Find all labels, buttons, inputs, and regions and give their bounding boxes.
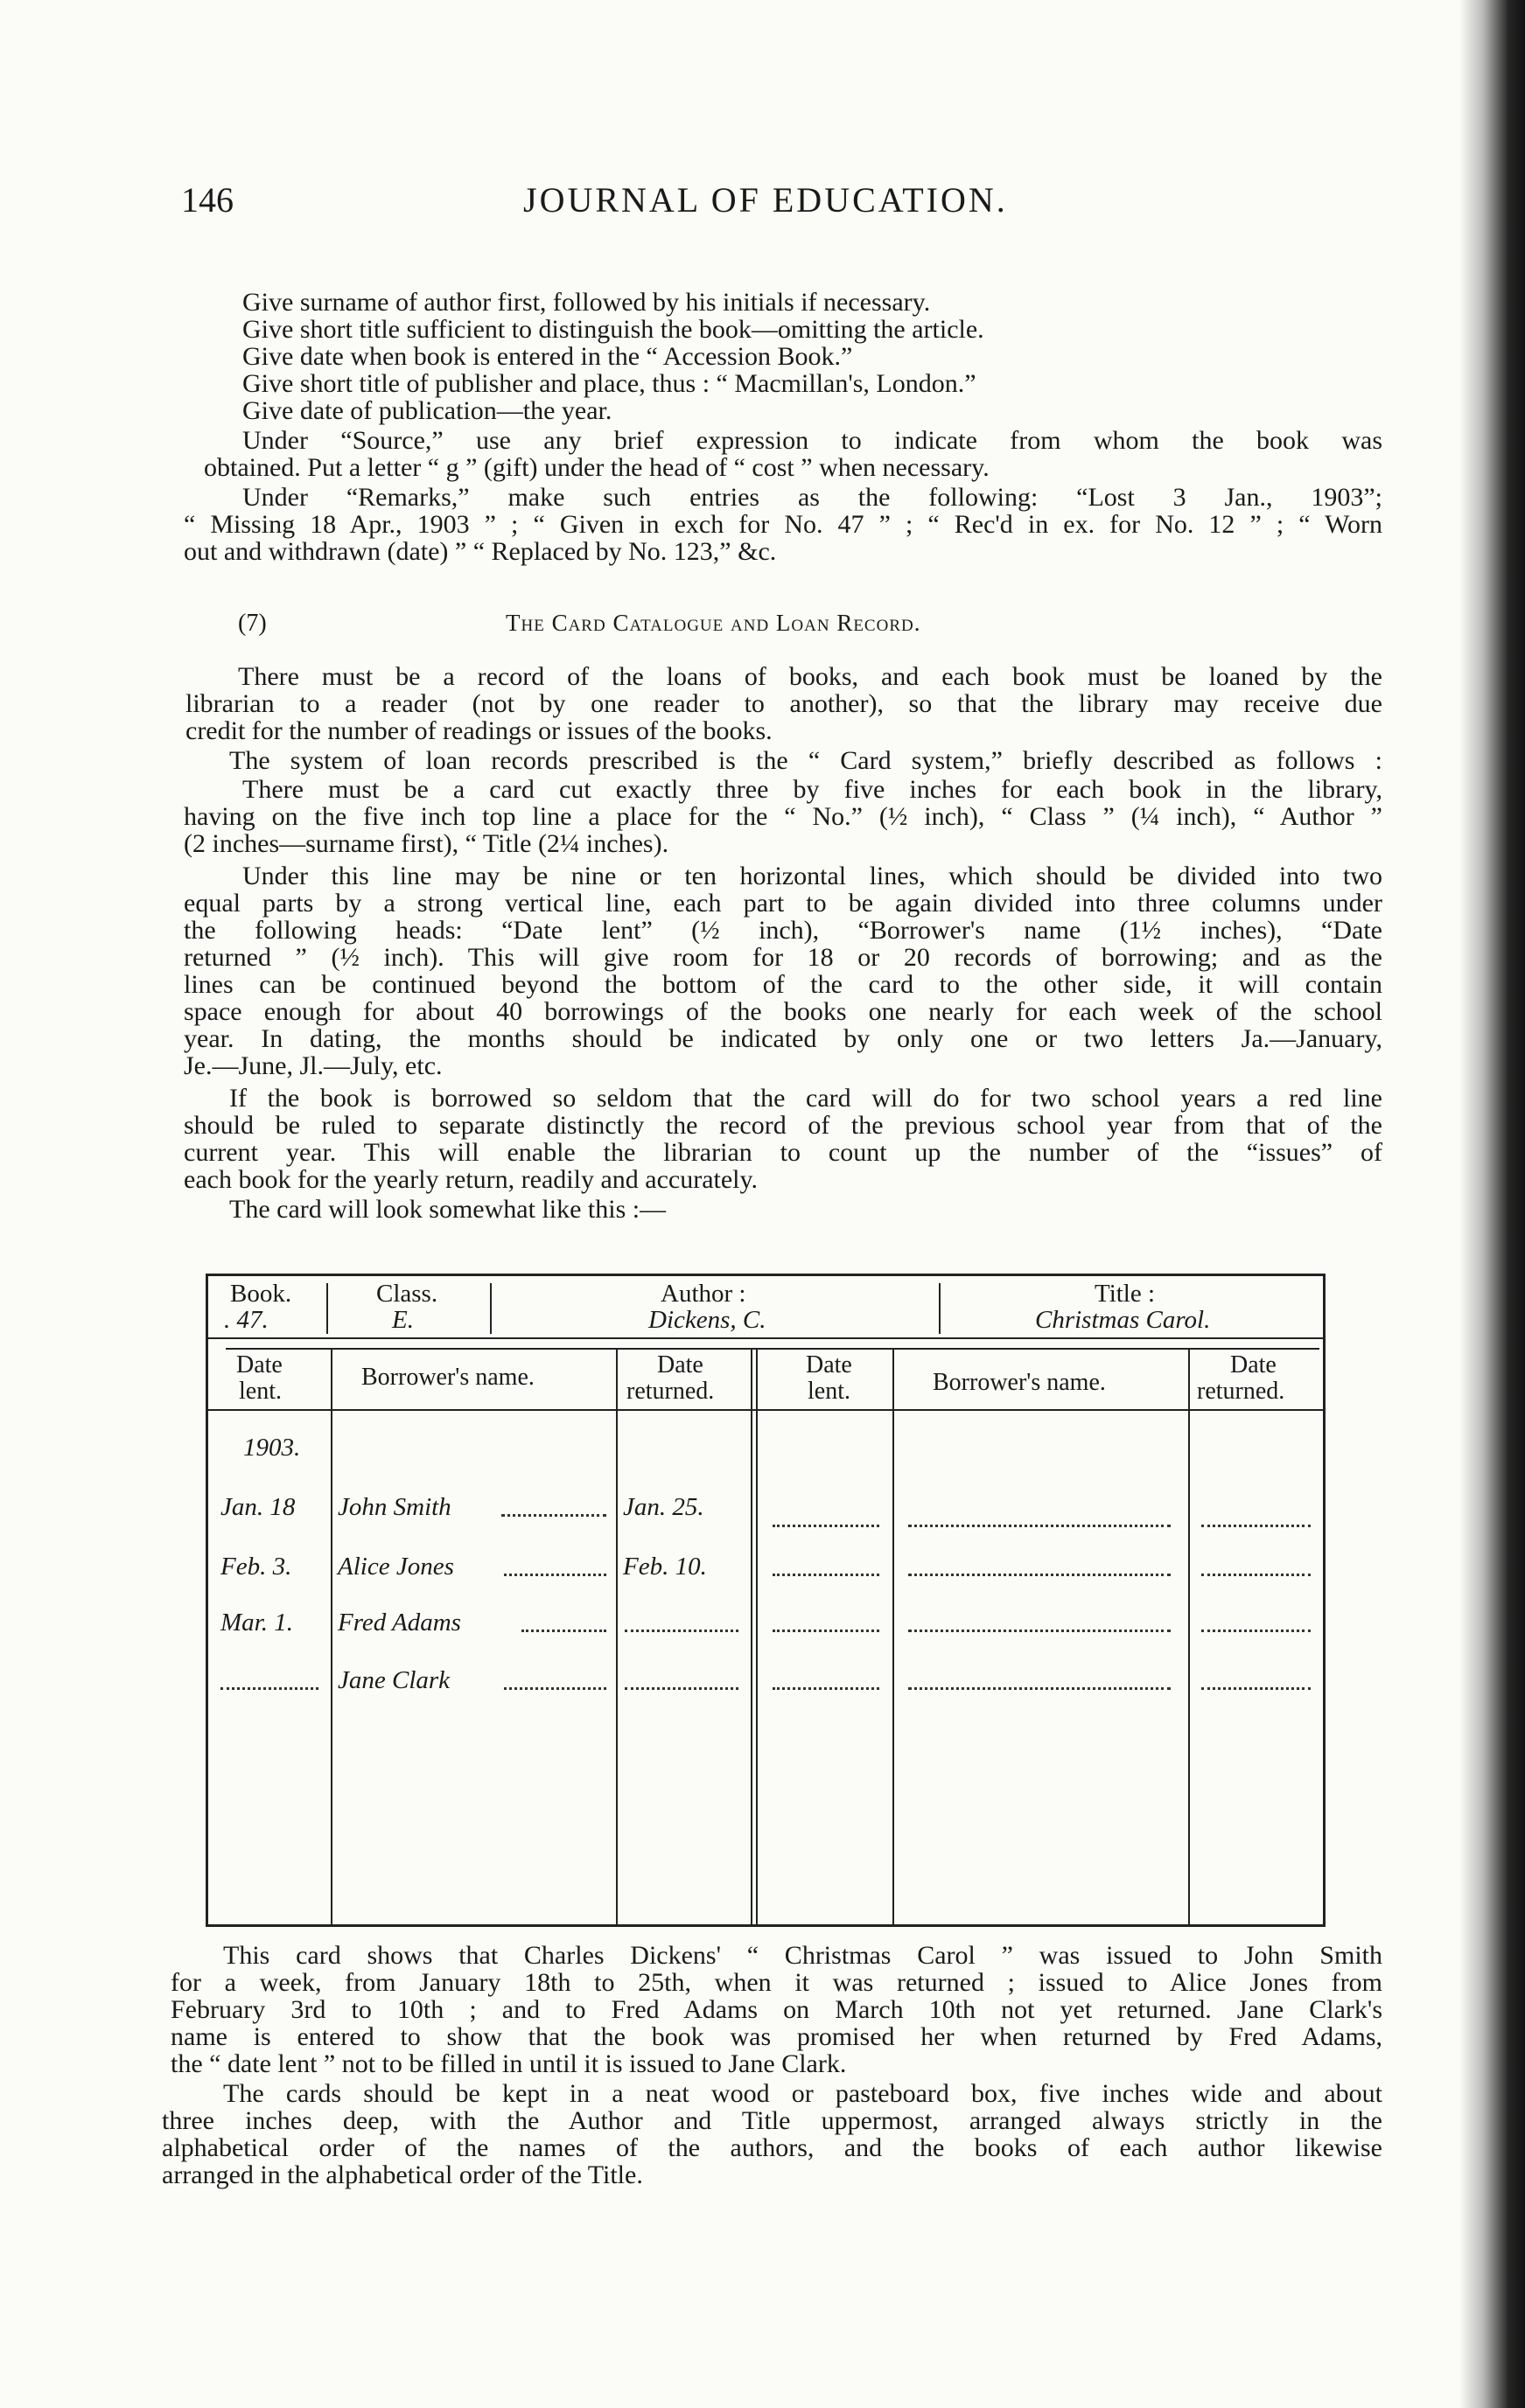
instruction-line: Give date when book is entered in the “ Accession Book.” [242, 342, 853, 371]
col-date-returned-2: returned. [1197, 1378, 1285, 1405]
title-value: Christmas Carol. [1035, 1306, 1211, 1334]
dotted-leader [1201, 1687, 1311, 1690]
source-line: Under “Source,” use any brief expression to indicate from whom the book was [242, 426, 1382, 455]
year-entry: 1903. [243, 1434, 301, 1462]
card-header-rule [208, 1337, 1323, 1339]
loans-line: credit for the number of readings or issues of the books. [185, 716, 773, 745]
card-divider [326, 1283, 328, 1334]
card-desc-line: having on the five inch top line a place for the “ No.” (½ inch), “ Class ” (¼ inch), “ Author ” [184, 802, 1382, 831]
col-borrower-2: Borrower's name. [933, 1369, 1106, 1396]
col-date-lent-2: Date [806, 1351, 852, 1378]
sample-loan-card [206, 1274, 1326, 1927]
dotted-leader [1201, 1525, 1311, 1527]
redline-line: current year. This will enable the librarian to count up the number of the “issues” of [184, 1138, 1382, 1167]
storage-line: alphabetical order of the names of the authors, and the books of each author likewise [162, 2133, 1382, 2162]
instruction-line: Give short title sufficient to distinguish the book—omitting the article. [242, 315, 984, 344]
loan-date-lent: Mar. 1. [220, 1609, 293, 1637]
dotted-leader [908, 1630, 1171, 1632]
col-date-returned: returned. [626, 1378, 715, 1405]
class-value: E. [392, 1306, 414, 1334]
section-number: (7) [238, 610, 267, 637]
col-divider [1188, 1350, 1190, 1925]
storage-line: arranged in the alphabetical order of the Title. [162, 2160, 643, 2189]
col-divider [892, 1350, 894, 1925]
book-value: . 47. [224, 1306, 269, 1334]
col-date-lent: lent. [239, 1378, 282, 1405]
title-label: Title : [1095, 1280, 1156, 1308]
dotted-leader [504, 1574, 606, 1576]
dotted-leader [773, 1574, 879, 1576]
dotted-leader [773, 1630, 879, 1632]
card-desc-line: (2 inches—surname first), “ Title (2¼ inches). [184, 829, 669, 858]
col-date-returned-2: Date [1230, 1351, 1277, 1378]
loan-borrower: Alice Jones [338, 1553, 454, 1581]
lines-desc-line: Under this line may be nine or ten horizontal lines, which should be divided into two [242, 862, 1382, 890]
redline-line: If the book is borrowed so seldom that the card will do for two school years a red line [229, 1084, 1382, 1113]
dotted-leader [521, 1630, 606, 1632]
loan-date-lent: Jan. 18 [220, 1493, 296, 1521]
lines-desc-line: Je.—June, Jl.—July, etc. [184, 1051, 443, 1080]
dotted-leader [501, 1514, 606, 1517]
explanation-line: February 3rd to 10th ; and to Fred Adams on March 10th not yet returned. Jane Clark's [171, 1995, 1382, 2024]
col-date-lent: Date [236, 1351, 283, 1378]
author-label: Author : [661, 1280, 746, 1308]
instruction-line: Give short title of publisher and place, thus : “ Macmillan's, London.” [242, 369, 976, 398]
dotted-leader [1201, 1574, 1311, 1576]
card-divider [490, 1283, 492, 1334]
lines-desc-line: lines can be continued beyond the bottom of the card to the other side, it will contain [184, 970, 1382, 999]
dotted-leader [773, 1687, 879, 1690]
loans-line: librarian to a reader (not by one reader to another), so that the library may receive due [185, 689, 1382, 718]
dotted-leader [625, 1630, 738, 1632]
col-date-returned: Date [657, 1351, 703, 1378]
redline-line: should be ruled to separate distinctly the record of the previous school year from that of the [184, 1111, 1382, 1140]
dotted-leader [773, 1525, 879, 1527]
storage-line: The cards should be kept in a neat wood or pasteboard box, five inches wide and about [223, 2079, 1382, 2108]
dotted-leader [220, 1687, 318, 1690]
dotted-leader [1201, 1630, 1311, 1632]
col-date-lent-2: lent. [808, 1378, 850, 1405]
class-label: Class. [376, 1280, 438, 1308]
lines-desc-line: space enough for about 40 borrowings of the books one nearly for each week of the school [184, 997, 1382, 1026]
remarks-line: “ Missing 18 Apr., 1903 ” ; “ Given in exch for No. 47 ” ; “ Rec'd in ex. for No. 12 ” ; “ Worn [184, 510, 1382, 539]
system-line: The system of loan records prescribed is the “ Card system,” briefly described as follows : [229, 746, 1382, 775]
redline-line: each book for the yearly return, readily and accurately. [184, 1165, 759, 1194]
dotted-leader [908, 1574, 1171, 1576]
lines-desc-line: year. In dating, the months should be indicated by only one or two letters Ja.—January, [184, 1024, 1382, 1053]
loan-date-lent: Feb. 3. [220, 1553, 292, 1581]
explanation-line: This card shows that Charles Dickens' “ Christmas Carol ” was issued to John Smith [223, 1941, 1382, 1970]
loan-date-returned: Feb. 10. [623, 1553, 707, 1581]
explanation-line: name is entered to show that the book was promised her when returned by Fred Adams, [171, 2022, 1382, 2051]
loan-date-returned: Jan. 25. [623, 1493, 704, 1521]
col-borrower: Borrower's name. [361, 1364, 535, 1391]
source-line: obtained. Put a letter “ g ” (gift) under the head of “ cost ” when necessary. [204, 453, 990, 482]
remarks-line: Under “Remarks,” make such entries as the following: “Lost 3 Jan., 1903”; [242, 483, 1382, 512]
dotted-leader [908, 1687, 1171, 1690]
dotted-leader [625, 1687, 738, 1690]
loans-line: There must be a record of the loans of books, and each book must be loaned by the [238, 662, 1382, 691]
loan-borrower: Jane Clark [338, 1666, 451, 1694]
book-label: Book. [230, 1280, 292, 1308]
lines-desc-line: equal parts by a strong vertical line, each part to be again divided into three columns under [184, 889, 1382, 918]
storage-line: three inches deep, with the Author and Title uppermost, arranged always strictly in the [162, 2106, 1382, 2135]
columns-header-rule [208, 1409, 1323, 1411]
dotted-leader [908, 1525, 1171, 1527]
card-desc-line: There must be a card cut exactly three by five inches for each book in the library, [242, 775, 1382, 804]
dotted-leader [504, 1687, 606, 1690]
explanation-line: the “ date lent ” not to be filled in until it is issued to Jane Clark. [171, 2049, 847, 2078]
page-number: 146 [181, 180, 234, 220]
col-divider [616, 1350, 618, 1925]
col-divider [331, 1350, 332, 1925]
explanation-line: for a week, from January 18th to 25th, when it was returned ; issued to Alice Jones from [171, 1968, 1382, 1997]
lines-desc-line: the following heads: “Date lent” (½ inch), “Borrower's name (1½ inches), “Date [184, 916, 1382, 945]
instruction-line: Give date of publication—the year. [242, 396, 612, 425]
card-divider [939, 1283, 941, 1334]
main-col-divider [756, 1350, 758, 1925]
main-col-divider [751, 1350, 752, 1925]
card-header-rule-2 [226, 1348, 1319, 1350]
remarks-line: out and withdrawn (date) ” “ Replaced by No. 123,” &c. [184, 537, 777, 566]
loan-borrower: John Smith [338, 1493, 451, 1521]
author-value: Dickens, C. [648, 1306, 766, 1334]
card-intro-line: The card will look somewhat like this :— [229, 1195, 667, 1224]
journal-title: JOURNAL OF EDUCATION. [523, 180, 1008, 220]
lines-desc-line: returned ” (½ inch). This will give room for 18 or 20 records of borrowing; and as the [184, 943, 1382, 972]
section-title: The Card Catalogue and Loan Record. [506, 610, 921, 636]
instruction-line: Give surname of author first, followed by his initials if necessary. [242, 288, 931, 317]
loan-borrower: Fred Adams [338, 1609, 461, 1637]
